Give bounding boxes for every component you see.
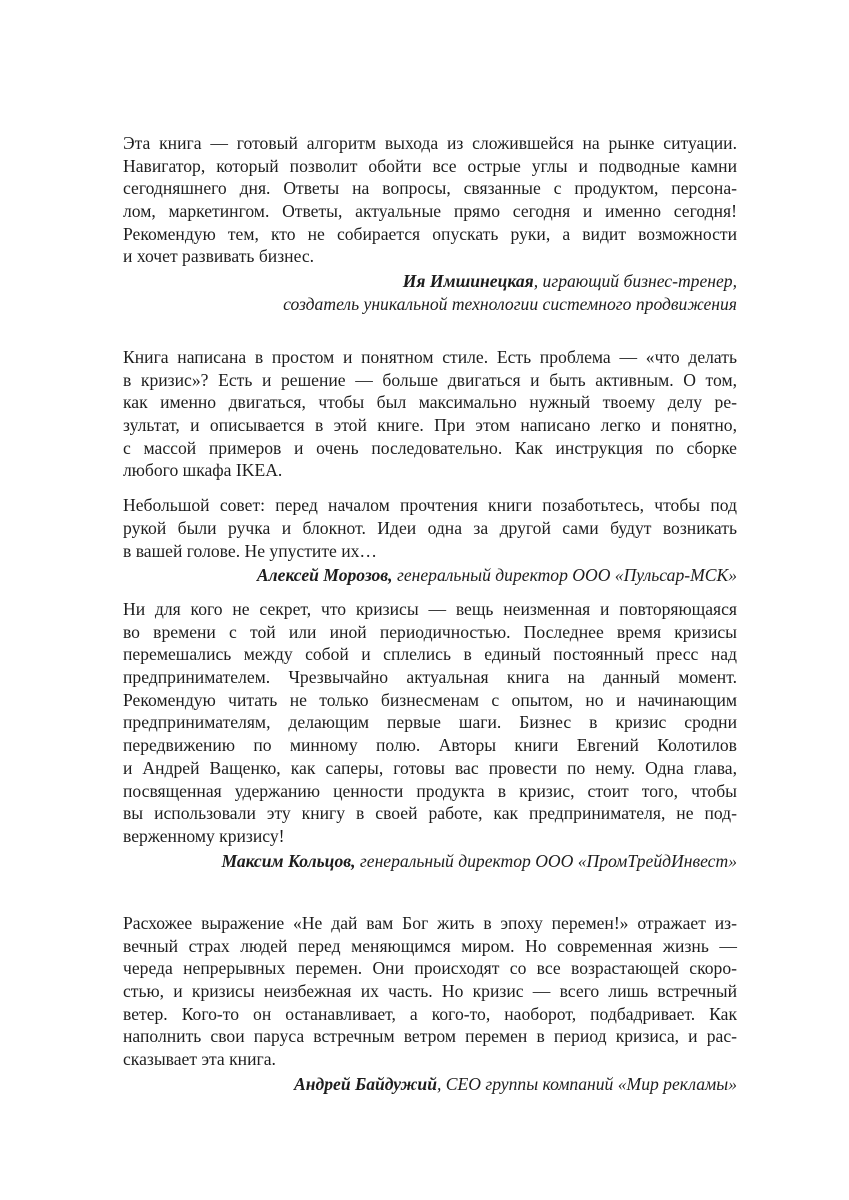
review-block xyxy=(123,598,737,872)
text-line: рукой были ручка и блокнот. Идеи одна за другой сами будут возникать xyxy=(123,517,737,538)
text-line: Книга написана в простом и понятном стиле. Есть проблема — «что делать xyxy=(123,347,737,367)
text-line: лом, маркетингом. Ответы, актуальные прямо сегодня и именно сегодня! xyxy=(123,201,737,222)
author-name: Андрей Байдужий xyxy=(294,1073,437,1094)
review-block xyxy=(123,346,737,587)
review-signature xyxy=(123,270,737,315)
text-line: череда непрерывных перемен. Они происходят со все возрастающей скоро- xyxy=(123,958,737,979)
text-line: вы использовали эту книгу в своей работе, как предпринимателя, не под- xyxy=(123,803,737,824)
text-line: зультат, и описывается в этой книге. При этом написано легко и понятно, xyxy=(123,415,737,436)
author-name: Максим Кольцов, xyxy=(221,850,356,871)
text-line: посвященная удержанию ценности продукта в кризис, стоит того, чтобы xyxy=(123,780,737,801)
review-signature xyxy=(123,564,737,587)
author-role: генеральный директор ООО «ПромТрейдИнвест» xyxy=(355,850,737,871)
text-line: предпринимателем. Чрезвычайно актуальная книга на данный момент. xyxy=(123,667,737,688)
review-signature xyxy=(123,1073,737,1096)
text-line: перемешались между собой и сплелись в единый постоянный пресс над xyxy=(123,644,737,665)
review-signature xyxy=(123,850,737,873)
review-paragraph xyxy=(123,494,737,562)
text-line: в кризис»? Есть и решение — больше двигаться и быть активным. О том, xyxy=(123,369,737,390)
text-line: Ни для кого не секрет, что кризисы — вещь неизменная и повторяющаяся xyxy=(123,599,737,619)
text-line: в вашей голове. Не упустите их… xyxy=(123,540,378,561)
review-block xyxy=(123,132,737,316)
text-line: сказывает эта книга. xyxy=(123,1049,276,1070)
author-role: создатель уникальной технологии системного продвижения xyxy=(283,293,737,314)
text-line: и хочет развивать бизнес. xyxy=(123,246,315,267)
text-line: Эта книга — готовый алгоритм выхода из сложившейся на рынке ситуации. xyxy=(123,133,737,153)
text-line: наполнить свои паруса встречным ветром перемен в период кризиса, и рас- xyxy=(123,1026,737,1047)
text-line: сегодняшнего дня. Ответы на вопросы, связанные с продуктом, персона- xyxy=(123,178,737,199)
text-line: Расхожее выражение «Не дай вам Бог жить в эпоху перемен!» отражает из- xyxy=(123,913,737,933)
author-role: , CEO группы компаний «Мир рекламы» xyxy=(436,1073,737,1094)
text-line: Навигатор, который позволит обойти все острые углы и подводные камни xyxy=(123,155,737,176)
text-line: Рекомендую читать не только бизнесменам с опытом, но и начинающим xyxy=(123,689,737,710)
review-block xyxy=(123,912,737,1096)
text-line: Небольшой совет: перед началом прочтения книги позаботьтесь, чтобы под xyxy=(123,495,737,516)
author-role: , играющий бизнес-тренер, xyxy=(533,271,737,292)
review-paragraph xyxy=(123,132,737,268)
author-name: Алексей Морозов, xyxy=(256,565,393,586)
review-paragraph xyxy=(123,346,737,482)
text-line: и Андрей Ващенко, как саперы, готовы вас провести по нему. Одна глава, xyxy=(123,757,737,778)
text-line: предпринимателям, делающим первые шаги. Бизнес в кризис сродни xyxy=(123,712,737,733)
author-name: Ия Имшинецкая xyxy=(402,271,534,292)
text-line: вечный страх людей перед меняющимся миром. Но современная жизнь — xyxy=(123,935,737,956)
text-line: Рекомендую тем, кто не собирается опускать руки, а видит возможности xyxy=(123,223,737,244)
text-line: как именно двигаться, чтобы был максимально нужный твоему делу ре- xyxy=(123,392,737,413)
review-paragraph xyxy=(123,912,737,1071)
text-line: ветер. Кого-то он останавливает, а кого-то, наоборот, подбадривает. Как xyxy=(123,1003,737,1024)
review-paragraph xyxy=(123,598,737,848)
text-line: передвижению по минному полю. Авторы книги Евгений Колотилов xyxy=(123,735,737,756)
text-line: верженному кризису! xyxy=(123,825,285,846)
author-role: генеральный директор ООО «Пульсар-МСК» xyxy=(392,565,737,586)
text-line: стью, и кризисы неизбежная их часть. Но кризис — всего лишь встречный xyxy=(123,981,737,1002)
text-line: во времени с той или иной периодичностью. Последнее время кризисы xyxy=(123,621,737,642)
text-line: с массой примеров и очень последовательно. Как инструкция по сборке xyxy=(123,437,737,458)
text-line: любого шкафа IKEA. xyxy=(123,460,283,481)
